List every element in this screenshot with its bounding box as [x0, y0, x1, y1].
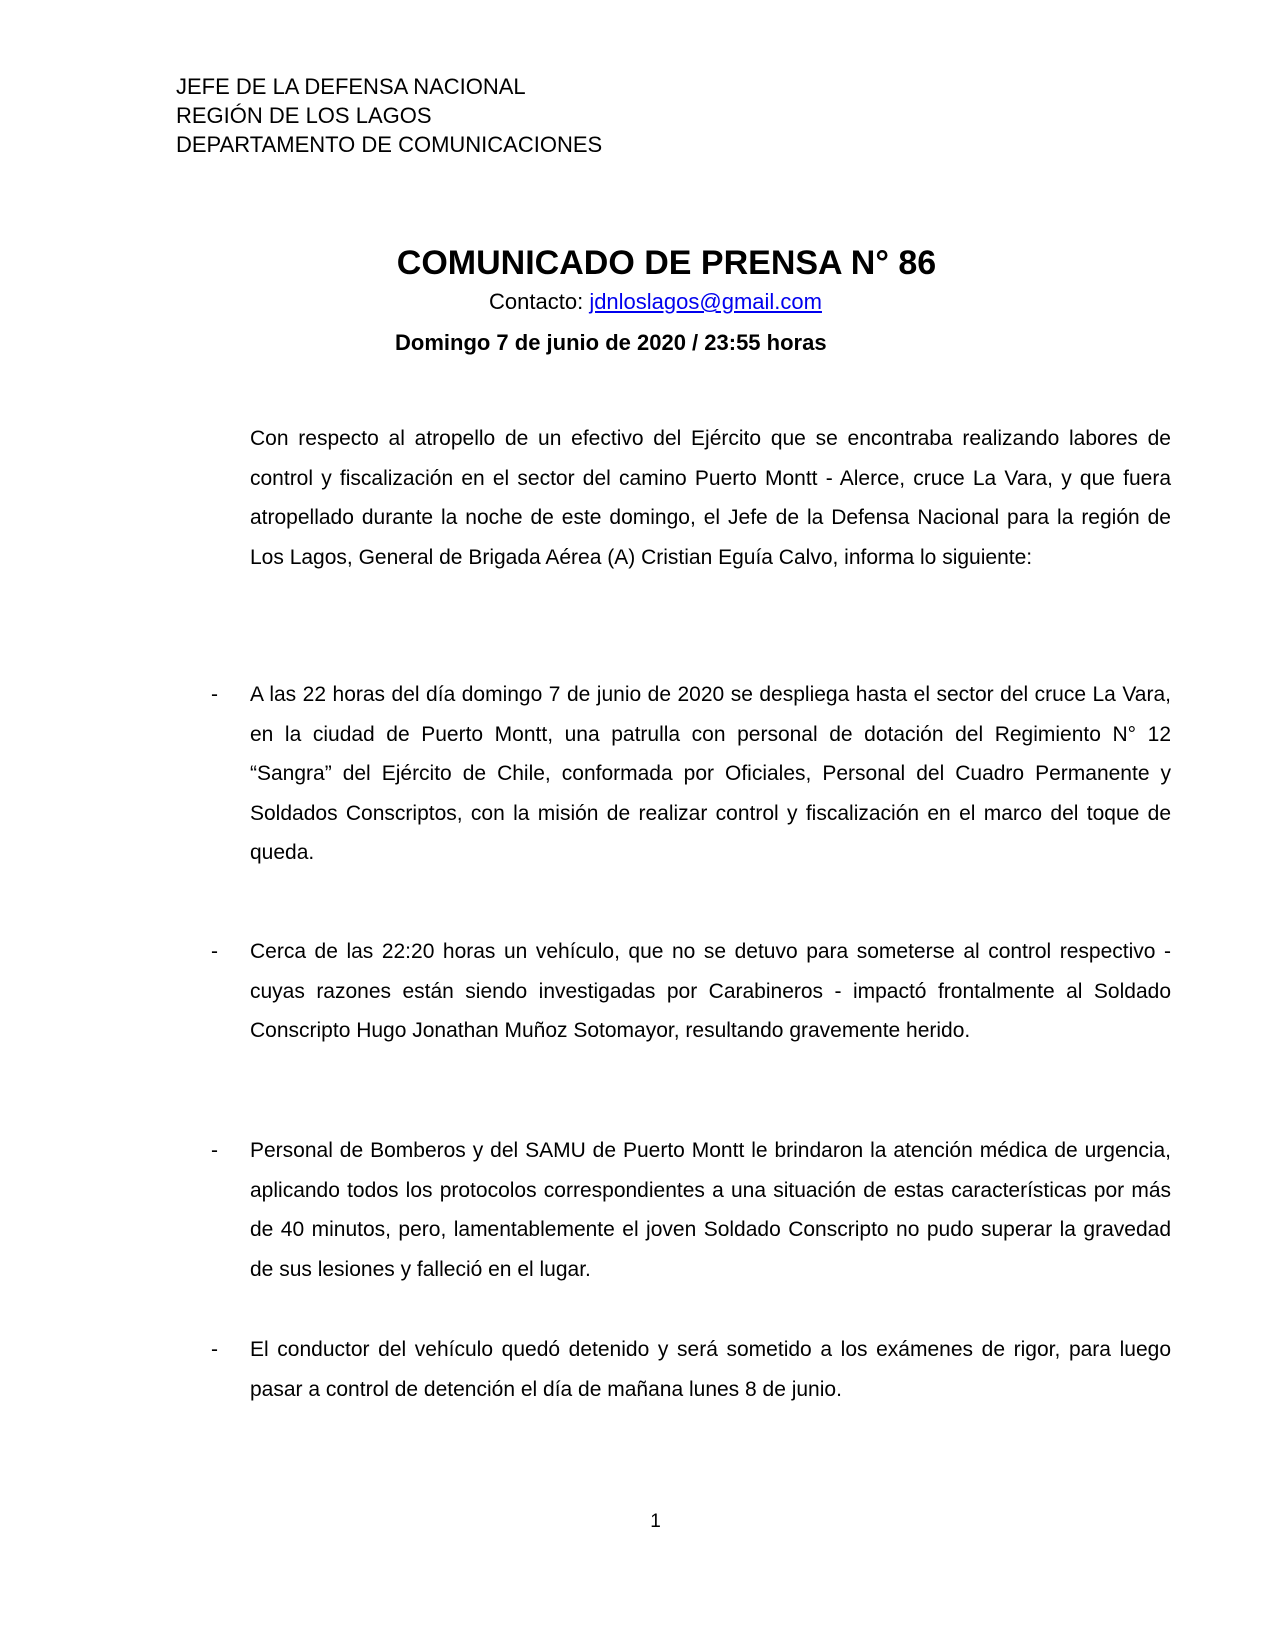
- contact-line: [0, 288, 1275, 316]
- contact-email-link[interactable]: jdnloslagos@gmail.com: [589, 289, 822, 314]
- release-date: Domingo 7 de junio de 2020 / 23:55 horas: [395, 330, 827, 355]
- letterhead-line-2: REGIÓN DE LOS LAGOS: [176, 103, 432, 128]
- letterhead: [176, 72, 602, 159]
- bullet-marker: -: [211, 683, 218, 706]
- press-release-title-row: [0, 243, 1275, 283]
- page-number: 1: [650, 1511, 661, 1532]
- bullet-paragraph-1: A las 22 horas del día domingo 7 de junio de 2020 se despliega hasta el sector del cruce La Vara, en la ciudad de Puerto Montt, una patrulla con personal de dotación del Regimiento N° 12 “Sangra” del Ejército de Chile, conformada por Oficiales, Personal del Cuadro Permanente y Soldados Conscriptos, con la misión de realizar control y fiscalización en el marco del toque de queda.: [250, 683, 1171, 864]
- contact-label: Contacto:: [489, 289, 590, 314]
- bullet-marker: -: [211, 1338, 218, 1361]
- bullet-paragraph-2: Cerca de las 22:20 horas un vehículo, que no se detuvo para someterse al control respectivo - cuyas razones están siendo investigadas por Carabineros - impactó frontalmente al Soldado Conscripto Hugo Jonathan Muñoz Sotomayor, resultando gravemente herido.: [250, 940, 1171, 1042]
- bullet-paragraph-4: El conductor del vehículo quedó detenido y será sometido a los exámenes de rigor, para luego pasar a control de detención el día de mañana lunes 8 de junio.: [250, 1338, 1171, 1401]
- intro-paragraph: Con respecto al atropello de un efectivo del Ejército que se encontraba realizando labores de control y fiscalización en el sector del camino Puerto Montt - Alerce, cruce La Vara, y que fuera atropellado durante la noche de este domingo, el Jefe de la Defensa Nacional para la región de Los Lagos, General de Brigada Aérea (A) Cristian Eguía Calvo, informa lo siguiente:: [250, 427, 1171, 569]
- bullet-marker: -: [211, 940, 218, 963]
- press-release-title: COMUNICADO DE PRENSA N° 86: [396, 244, 937, 282]
- letterhead-line-3: DEPARTAMENTO DE COMUNICACIONES: [176, 132, 603, 157]
- contact-inner: [489, 288, 822, 316]
- letterhead-line-1: JEFE DE LA DEFENSA NACIONAL: [176, 74, 526, 99]
- bullet-marker: -: [211, 1139, 218, 1162]
- bullet-paragraph-3: Personal de Bomberos y del SAMU de Puerto Montt le brindaron la atención médica de urgencia, aplicando todos los protocolos correspondientes a una situación de estas características por más de 40 minutos, pero, lamentablemente el joven Soldado Conscripto no pudo superar la gravedad de sus lesiones y falleció en el lugar.: [250, 1139, 1171, 1281]
